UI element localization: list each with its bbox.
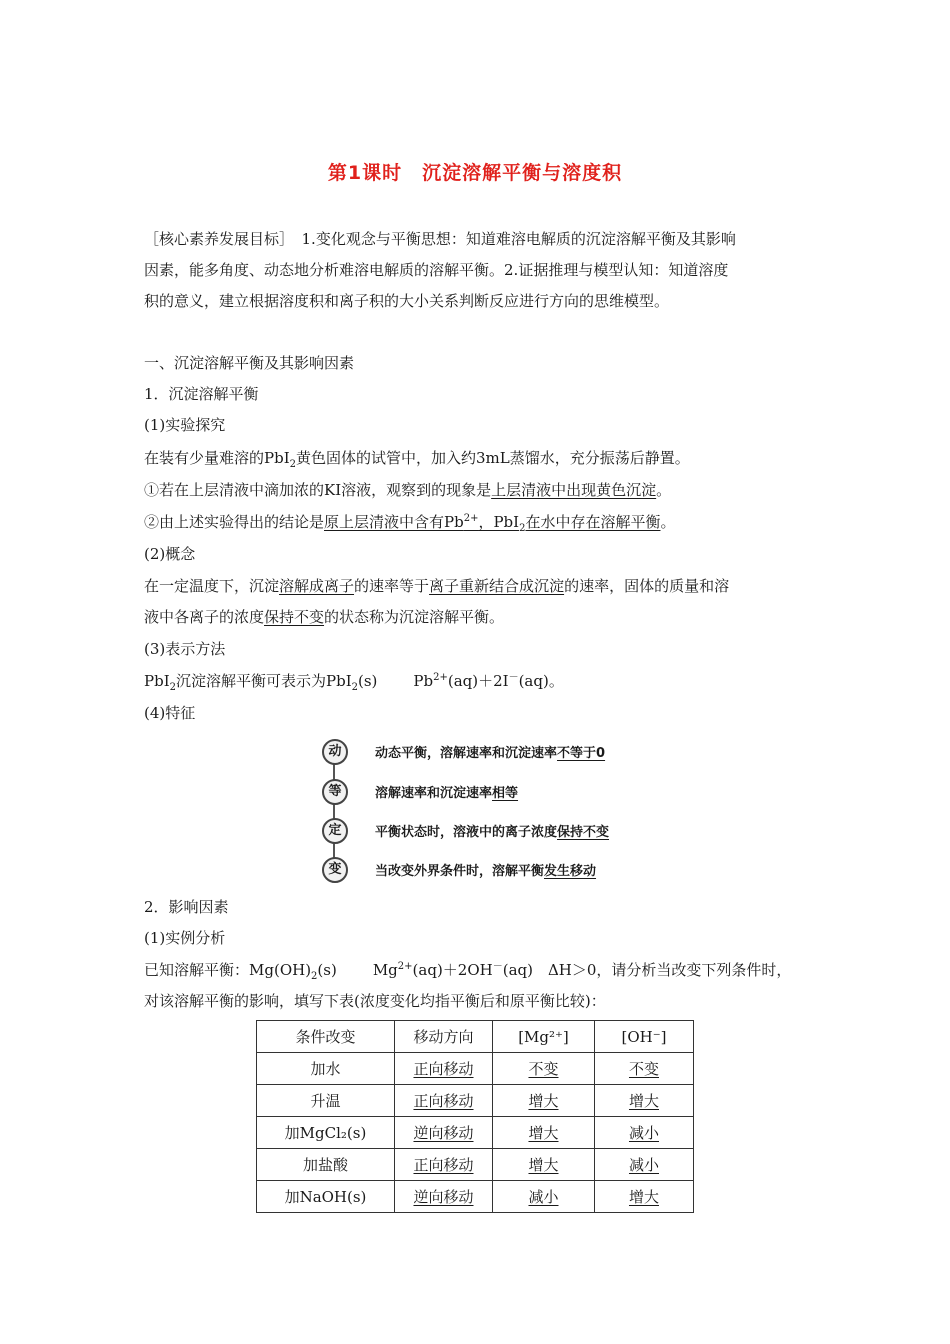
- table-cell: 逆向移动: [395, 1181, 493, 1213]
- table-cell: 不变: [595, 1053, 694, 1085]
- feature-text-ding: 平衡状态时，溶液中的离子浓度保持不变: [375, 825, 610, 840]
- table-cell: 加MgCl₂(s): [257, 1117, 395, 1149]
- table-row: [257, 1085, 694, 1117]
- table-row: [257, 1149, 694, 1181]
- feature-text-bian: 当改变外界条件时，溶解平衡发生移动: [375, 864, 597, 879]
- mg-equilibrium-line: 已知溶解平衡：$Mg(OH)_2(s)$ $Mg^{2+}(aq)+2OH^-(aq)$ ΔH＞0，请分析当改变下列条件时，: [144, 961, 792, 982]
- table-row: [257, 1181, 694, 1213]
- table-cell: 不变: [493, 1053, 595, 1085]
- concept-line-1: 在一定温度下，沉淀溶解成离子的速率等于离子重新结合成沉淀的速率，固体的质量和溶: [144, 577, 730, 595]
- observation-answer: 上层清液中出现黄色沉淀: [491, 481, 657, 499]
- table-cell: 加盐酸: [257, 1149, 395, 1181]
- feature-node-dong: 动: [322, 739, 348, 765]
- feature-text-dong: 动态平衡，溶解速率和沉淀速率不等于0: [375, 746, 606, 761]
- table-header: [Mg²⁺]: [493, 1021, 595, 1053]
- page-title: 第1课时 沉淀溶解平衡与溶度积: [327, 162, 623, 184]
- table-cell: 增大: [493, 1149, 595, 1181]
- equilibrium-expression: PbI$_2$沉淀溶解平衡可表示为PbI$_2$(s) $Pb^{2+}(aq)+2I^-(aq)$。: [144, 672, 564, 693]
- table-cell: 正向移动: [395, 1149, 493, 1181]
- goals-line-1: ［核心素养发展目标］ 1.变化观念与平衡思想：知道难溶电解质的沉淀溶解平衡及其影响: [144, 230, 736, 248]
- table-cell: 增大: [595, 1085, 694, 1117]
- features-diagram: [320, 735, 660, 885]
- table-cell: 逆向移动: [395, 1117, 493, 1149]
- table-cell: 加水: [257, 1053, 395, 1085]
- table-cell: 增大: [595, 1181, 694, 1213]
- table-row: [257, 1117, 694, 1149]
- table-row: [257, 1053, 694, 1085]
- table-cell: 减小: [493, 1181, 595, 1213]
- concept-title: (2)概念: [144, 545, 196, 563]
- table-header: 移动方向: [395, 1021, 493, 1053]
- task-line: 对该溶解平衡的影响，填写下表(浓度变化均指平衡后和原平衡比较)：: [144, 992, 606, 1010]
- feature-node-ding: 定: [322, 818, 348, 844]
- goals-line-3: 积的意义，建立根据溶度积和离子积的大小关系判断反应进行方向的思维模型。: [144, 292, 670, 310]
- feature-node-deng: 等: [322, 779, 348, 805]
- table-header-row: [257, 1021, 694, 1053]
- table-cell: 减小: [595, 1117, 694, 1149]
- features-title: (4)特征: [144, 704, 196, 722]
- goals-line-2: 因素，能多角度、动态地分析难溶电解质的溶解平衡。2.证据推理与模型认知：知道溶度: [144, 261, 729, 279]
- subsection-heading-2: 2．影响因素: [144, 898, 229, 916]
- subsection-heading: 1．沉淀溶解平衡: [144, 385, 259, 403]
- diagram-spine: [333, 749, 335, 871]
- table-cell: 减小: [595, 1149, 694, 1181]
- table-cell: 升温: [257, 1085, 395, 1117]
- table-cell: 正向移动: [395, 1053, 493, 1085]
- feature-node-bian: 变: [322, 857, 348, 883]
- table-cell: 正向移动: [395, 1085, 493, 1117]
- observation-line: ①若在上层清液中滴加浓的KI溶液，观察到的现象是上层清液中出现黄色沉淀。: [144, 481, 672, 499]
- case-title: (1)实例分析: [144, 929, 226, 947]
- table-header: 条件改变: [257, 1021, 395, 1053]
- section-heading: 一、沉淀溶解平衡及其影响因素: [144, 354, 355, 372]
- feature-text-deng: 溶解速率和沉淀速率相等: [375, 786, 519, 801]
- table-cell: 增大: [493, 1117, 595, 1149]
- conclusion-line: ②由上述实验得出的结论是原上层清液中含有$Pb^{2+}$，PbI$_2$在水中存在溶解平衡。: [144, 513, 676, 534]
- representation-title: (3)表示方法: [144, 640, 226, 658]
- conclusion-answer: 原上层清液中含有$Pb^{2+}$，PbI$_2$在水中存在溶解平衡: [324, 513, 661, 534]
- experiment-title: (1)实验探究: [144, 416, 226, 434]
- experiment-description: 在装有少量难溶的PbI$_2$黄色固体的试管中，加入约3mL蒸馏水，充分振荡后静置。: [144, 449, 690, 470]
- table-cell: 增大: [493, 1085, 595, 1117]
- influence-table: [256, 1020, 694, 1213]
- concept-line-2: 液中各离子的浓度保持不变的状态称为沉淀溶解平衡。: [144, 608, 505, 626]
- table-cell: 加NaOH(s): [257, 1181, 395, 1213]
- table-header: [OH⁻]: [595, 1021, 694, 1053]
